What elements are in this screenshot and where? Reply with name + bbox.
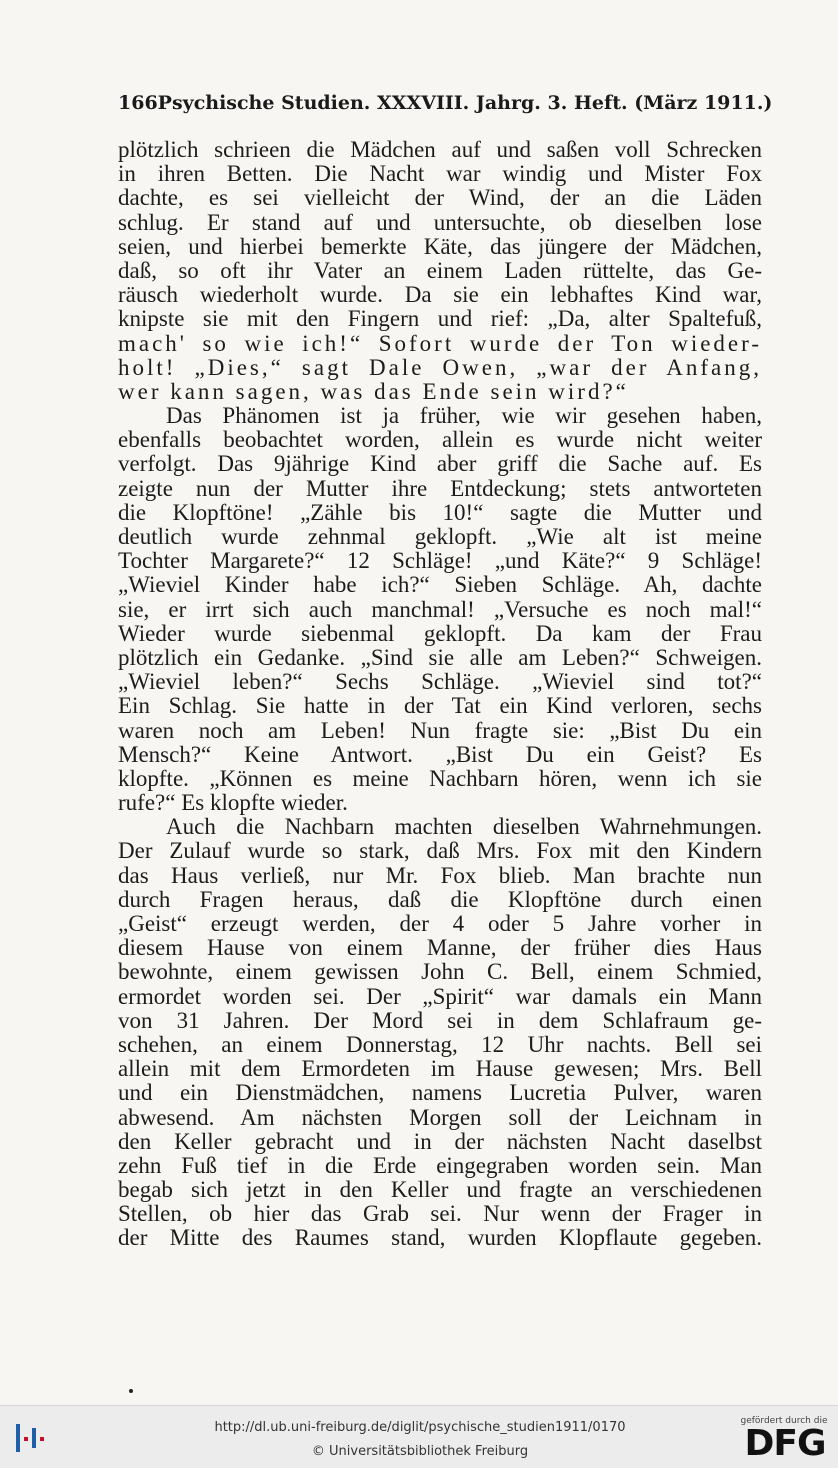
text-line: seien, und hierbei bemerkte Käte, das jüngere der Mädchen, — [118, 234, 762, 259]
text-line: „Wieviel leben?“ Sechs Schläge. „Wieviel sind tot?“ — [118, 670, 762, 695]
body-text — [118, 138, 762, 1251]
funding-note: gefördert durch die — [740, 1416, 828, 1426]
text-line: begab sich jetzt in den Keller und fragte an verschiedenen — [118, 1178, 762, 1203]
viewer-footer — [0, 1405, 838, 1468]
text-line: allein mit dem Ermordeten im Hause gewesen; Mrs. Bell — [118, 1057, 762, 1082]
text-line: das Haus verließ, nur Mr. Fox blieb. Man brachte nun — [118, 863, 762, 888]
text-line: bewohnte, einem gewissen John C. Bell, einem Schmied, — [118, 960, 762, 985]
text-line: dachte, es sei vielleicht der Wind, der an die Läden — [118, 186, 762, 211]
text-line: die Klopftöne! „Zähle bis 10!“ sagte die Mutter und — [118, 500, 762, 525]
text-line: der Mitte des Raumes stand, wurden Klopflaute gegeben. — [118, 1226, 762, 1251]
text-line: holt! „Dies,“ sagt Dale Owen, „war der Anfang, — [118, 355, 762, 380]
text-line: verfolgt. Das 9jährige Kind aber griff die Sache auf. Es — [118, 452, 762, 477]
text-line: waren noch am Leben! Nun fragte sie: „Bist Du ein — [118, 718, 762, 743]
text-line: räusch wiederholt wurde. Da sie ein lebhaftes Kind war, — [118, 283, 762, 308]
text-line: rufe?“ Es klopfte wieder. — [118, 791, 348, 816]
text-line: „Geist“ erzeugt werden, der 4 oder 5 Jahre vorher in — [118, 912, 762, 936]
text-line: klopfte. „Können es meine Nachbarn hören, wenn ich sie — [118, 766, 762, 791]
text-line: abwesend. Am nächsten Morgen soll der Leichnam in — [118, 1105, 762, 1130]
text-line: schehen, an einem Donnerstag, 12 Uhr nachts. Bell sei — [118, 1032, 762, 1057]
source-url-link[interactable]: http://dl.ub.uni-freiburg.de/diglit/psychische_studien1911/0170 — [214, 1420, 626, 1435]
text-line: sie, er irrt sich auch manchmal! „Versuche es noch mal!“ — [118, 597, 762, 622]
text-line: Der Zulauf wurde so stark, daß Mrs. Fox mit den Kindern — [118, 839, 762, 864]
text-line: in ihren Betten. Die Nacht war windig und Mister Fox — [118, 162, 762, 187]
text-line: Das Phänomen ist ja früher, wie wir gesehen haben, — [166, 404, 762, 429]
text-line: daß, so oft ihr Vater an einem Laden rüttelte, das Ge- — [118, 258, 762, 283]
copyright-notice: © Universitätsbibliothek Freiburg — [311, 1444, 529, 1459]
text-line: schlug. Er stand auf und untersuchte, ob dieselben lose — [118, 210, 762, 235]
running-header — [118, 92, 773, 118]
dfg-logo-icon[interactable]: DFG — [744, 1423, 826, 1464]
text-line: Tochter Margarete?“ 12 Schläge! „und Käte?“ 9 Schläge! — [118, 549, 762, 574]
text-line: diesem Hause von einem Manne, der früher dies Haus — [118, 936, 762, 961]
text-line: wer kann sagen, was das Ende sein wird?“ — [118, 379, 629, 404]
text-line: Ein Schlag. Sie hatte in der Tat ein Kind verloren, sechs — [118, 694, 762, 719]
text-line: deutlich wurde zehnmal geklopft. „Wie alt ist meine — [118, 525, 762, 549]
text-line: plötzlich schrieen die Mädchen auf und saßen voll Schrecken — [118, 138, 762, 162]
text-line: Auch die Nachbarn machten dieselben Wahrnehmungen. — [166, 815, 762, 840]
text-line: und ein Dienstmädchen, namens Lucretia Pulver, waren — [118, 1081, 762, 1106]
text-line: plötzlich ein Gedanke. „Sind sie alle am Leben?“ Schweigen. — [118, 645, 762, 670]
text-line: zehn Fuß tief in die Erde eingegraben worden sein. Man — [118, 1153, 762, 1178]
text-line: ermordet worden sei. Der „Spirit“ war damals ein Mann — [118, 984, 762, 1009]
text-line: zeigte nun der Mutter ihre Entdeckung; stets antworteten — [118, 476, 762, 501]
text-line: den Keller gebracht und in der nächsten Nacht daselbst — [118, 1129, 762, 1154]
university-library-logo-icon — [12, 1420, 52, 1456]
text-line: ebenfalls beobachtet worden, allein es wurde nicht weiter — [118, 428, 762, 453]
text-line: Wieder wurde siebenmal geklopft. Da kam der Frau — [118, 621, 762, 646]
text-line: knipste sie mit den Fingern und rief: „Da, alter Spaltefuß, — [118, 307, 762, 332]
text-line: Mensch?“ Keine Antwort. „Bist Du ein Geist? Es — [118, 742, 762, 767]
scan-speck — [129, 1389, 133, 1393]
text-line: „Wieviel Kinder habe ich?“ Sieben Schläge. Ah, dachte — [118, 573, 762, 598]
running-title: Psychische Studien. XXXVIII. Jahrg. 3. Heft. (März 1911.) — [157, 92, 773, 114]
text-line: mach' so wie ich!“ Sofort wurde der Ton wieder- — [118, 331, 762, 356]
text-line: Stellen, ob hier das Grab sei. Nur wenn der Frager in — [118, 1202, 762, 1227]
page-number: 166 — [118, 92, 158, 114]
text-line: durch Fragen heraus, daß die Klopftöne durch einen — [118, 887, 762, 912]
text-line: von 31 Jahren. Der Mord sei in dem Schlafraum ge- — [118, 1008, 762, 1033]
